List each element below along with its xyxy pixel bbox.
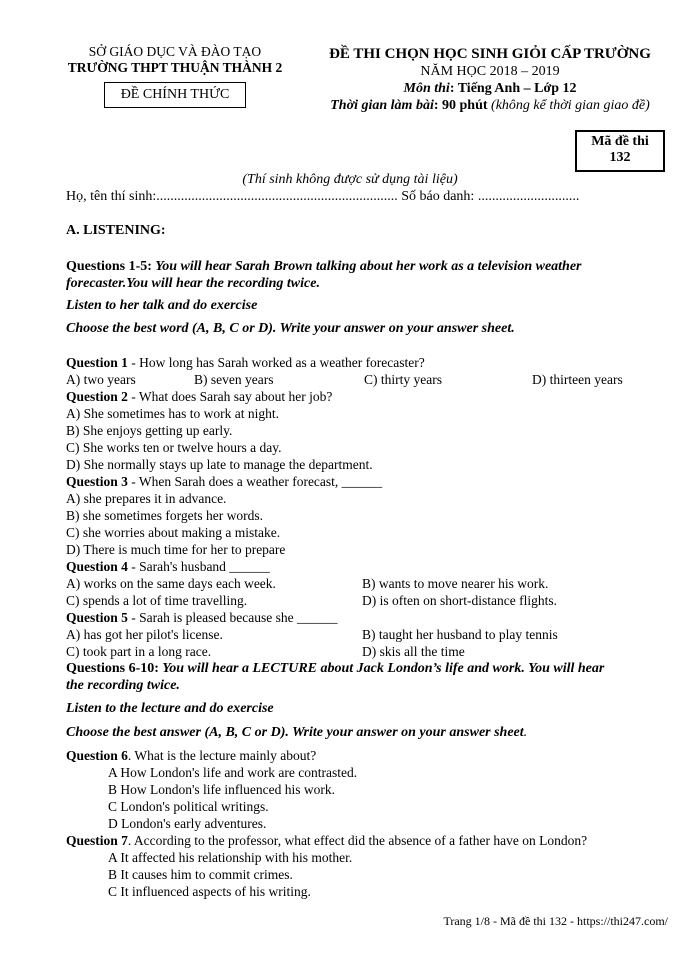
question-6-label: Question 6 <box>66 748 128 763</box>
exam-title: ĐỀ THI CHỌN HỌC SINH GIỎI CẤP TRƯỜNG <box>329 46 651 62</box>
question-4 <box>66 559 270 575</box>
question-7-label: Question 7 <box>66 833 128 848</box>
school-name: TRƯỜNG THPT THUẬN THÀNH 2 <box>67 60 283 75</box>
q1-option-c: C) thirty years <box>364 372 442 387</box>
question-7-text: . According to the professor, what effect did the absence of a father have on London? <box>127 833 588 848</box>
question-3 <box>66 474 382 490</box>
official-label: ĐỀ CHÍNH THỨC <box>120 87 230 102</box>
part2-instruction <box>66 661 604 677</box>
q4-option-a: A) works on the same days each week. <box>66 576 276 591</box>
q3-option-c: C) she worries about making a mistake. <box>66 525 281 540</box>
part2-instruction-cont: the recording twice. <box>66 678 180 693</box>
q2-option-b: B) She enjoys getting up early. <box>66 423 233 438</box>
q5-option-d: D) skis all the time <box>362 644 465 659</box>
time-label: Thời gian làm bài <box>330 98 434 113</box>
part2-listen: Listen to the lecture and do exercise <box>66 701 274 716</box>
q7-option-c: C It influenced aspects of his writing. <box>108 884 311 899</box>
q2-option-d: D) She normally stays up late to manage the department. <box>66 457 373 472</box>
q2-option-c: C) She works ten or twelve hours a day. <box>66 440 282 455</box>
part1-listen: Listen to her talk and do exercise <box>66 298 258 313</box>
question-1-label: Question 1 <box>66 355 128 370</box>
part1-instruction-cont: forecaster.You will hear the recording twice. <box>66 276 320 291</box>
part1-label: Questions 1-5: <box>66 259 152 274</box>
part2-label: Questions 6-10: <box>66 661 159 676</box>
part2-instruction-text: You will hear a LECTURE about Jack London’s life and work. You will hear <box>158 661 605 676</box>
subject-value: : Tiếng Anh – Lớp 12 <box>449 81 577 96</box>
question-5-label: Question 5 <box>66 610 128 625</box>
department-name: SỞ GIÁO DỤC VÀ ĐÀO TẠO <box>88 44 262 59</box>
question-1 <box>66 355 425 371</box>
q1-option-b: B) seven years <box>194 372 274 387</box>
q1-option-a: A) two years <box>66 372 136 387</box>
question-6 <box>66 748 316 764</box>
part2-choose: Choose the best answer (A, B, C or D). Write your answer on your answer sheet <box>66 725 524 740</box>
q4-option-c: C) spends a lot of time travelling. <box>66 593 248 608</box>
q6-option-b: B How London's life influenced his work. <box>108 782 336 797</box>
question-4-text: - Sarah's husband ______ <box>127 559 270 574</box>
section-a-heading: A. LISTENING: <box>66 223 166 238</box>
q5-option-a: A) has got her pilot's license. <box>66 627 223 642</box>
question-1-text: - How long has Sarah worked as a weather forecaster? <box>127 355 425 370</box>
time-note: (không kể thời gian giao đề) <box>487 98 650 113</box>
page-footer: Trang 1/8 - Mã đề thi 132 - https://thi247.com/ <box>443 914 668 928</box>
question-2-label: Question 2 <box>66 389 128 404</box>
q7-option-a: A It affected his relationship with his mother. <box>108 850 353 865</box>
question-5 <box>66 610 337 626</box>
q6-option-a: A How London's life and work are contrasted. <box>108 765 358 780</box>
time-value: : 90 phút <box>433 98 488 113</box>
question-3-label: Question 3 <box>66 474 128 489</box>
question-6-text: . What is the lecture mainly about? <box>127 748 317 763</box>
official-stamp-box <box>104 82 246 108</box>
exam-code-value: 132 <box>609 150 631 165</box>
time-line <box>300 98 680 114</box>
candidate-info-line: Họ, tên thí sinh:..................................................................... Số báo danh: ............................. <box>66 189 580 204</box>
subject-line <box>300 81 680 97</box>
q5-option-b: B) taught her husband to play tennis <box>362 627 558 642</box>
subject-label: Môn thi <box>403 81 450 96</box>
question-2-text: - What does Sarah say about her job? <box>127 389 333 404</box>
q4-option-b: B) wants to move nearer his work. <box>362 576 549 591</box>
part2-choose-end: . <box>523 725 528 740</box>
school-year: NĂM HỌC 2018 – 2019 <box>420 64 560 79</box>
question-5-text: - Sarah is pleased because she ______ <box>127 610 338 625</box>
part1-choose: Choose the best word (A, B, C or D). Write your answer on your answer sheet. <box>66 321 515 336</box>
part2-choose-line <box>66 725 527 741</box>
question-3-text: - When Sarah does a weather forecast, ______ <box>127 474 383 489</box>
materials-notice: (Thí sinh không được sử dụng tài liệu) <box>242 172 458 187</box>
q6-option-c: C London's political writings. <box>108 799 269 814</box>
part1-instruction-text: You will hear Sarah Brown talking about her work as a television weather <box>151 259 582 274</box>
q3-option-d: D) There is much time for her to prepare <box>66 542 286 557</box>
q5-option-c: C) took part in a long race. <box>66 644 212 659</box>
q3-option-b: B) she sometimes forgets her words. <box>66 508 263 523</box>
question-4-label: Question 4 <box>66 559 128 574</box>
q3-option-a: A) she prepares it in advance. <box>66 491 227 506</box>
q4-option-d: D) is often on short-distance flights. <box>362 593 557 608</box>
q6-option-d: D London's early adventures. <box>108 816 267 831</box>
exam-code-box <box>575 130 665 172</box>
exam-code-label: Mã đề thi <box>591 134 649 149</box>
q7-option-b: B It causes him to commit crimes. <box>108 867 293 882</box>
question-2 <box>66 389 332 405</box>
q1-option-d: D) thirteen years <box>532 372 623 387</box>
part1-instruction <box>66 259 582 275</box>
q2-option-a: A) She sometimes has to work at night. <box>66 406 279 421</box>
question-7 <box>66 833 587 849</box>
